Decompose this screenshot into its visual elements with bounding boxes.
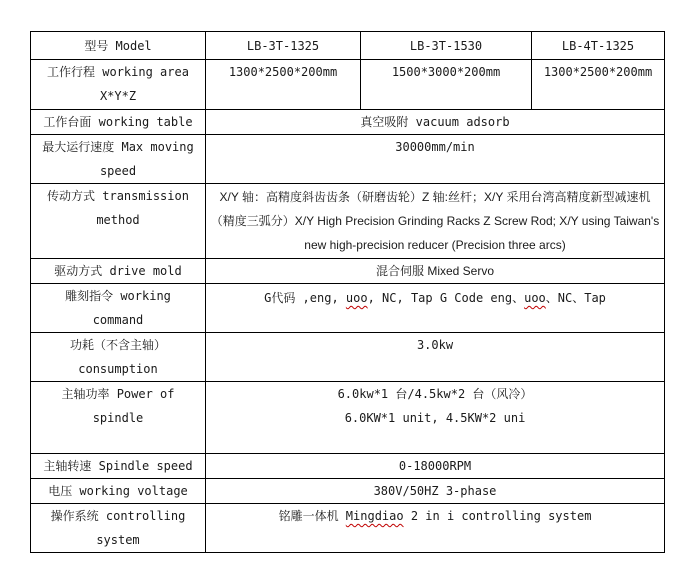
row-spindle-power (31, 382, 665, 454)
cell-drive-mold-label: 驱动方式 drive mold (31, 259, 206, 284)
cell-max-speed-value: 30000mm/min (206, 135, 665, 184)
cell-carving-command-label: 雕刻指令 working command (31, 284, 206, 333)
row-model (31, 32, 665, 60)
row-working-area (31, 60, 665, 110)
row-max-speed (31, 135, 665, 184)
spec-table (30, 31, 665, 553)
cell-model-3: LB-4T-1325 (532, 32, 665, 60)
carving-command-uoo-1: uoo (345, 291, 368, 305)
cell-working-table-label: 工作台面 working table (31, 110, 206, 135)
row-power-consumption (31, 333, 665, 382)
cell-working-table-value: 真空吸附 vacuum adsorb (206, 110, 665, 135)
cell-voltage-label: 电压 working voltage (31, 479, 206, 504)
control-system-brand: Mingdiao (345, 509, 404, 523)
spindle-power-line-1: 6.0kw*1 台/4.5kw*2 台（风冷） (337, 387, 533, 401)
cell-drive-mold-value: 混合伺服 Mixed Servo (206, 259, 665, 284)
carving-command-prefix: G代码 ,eng, (264, 291, 346, 305)
row-spindle-speed (31, 454, 665, 479)
cell-spindle-power-label: 主轴功率 Power of spindle (31, 382, 206, 454)
cell-model-2: LB-3T-1530 (361, 32, 532, 60)
row-voltage (31, 479, 665, 504)
cell-working-area-3: 1300*2500*200mm (532, 60, 665, 110)
spindle-power-line-2: 6.0KW*1 unit, 4.5KW*2 uni (344, 411, 526, 425)
cell-power-consumption-label: 功耗（不含主轴）consumption (31, 333, 206, 382)
row-carving-command (31, 284, 665, 333)
cell-transmission-value: X/Y 轴：高精度斜齿齿条（研磨齿轮）Z 轴:丝杆；X/Y 采用台湾高精度新型减速机（精度三弧分）X/Y High Precision Grinding Racks Z Screw Rod; X/Y using Taiwan's new high-precision reducer (Precision three arcs) (206, 184, 665, 259)
cell-spindle-power-value (206, 382, 665, 454)
control-system-prefix: 铭雕一体机 (278, 509, 346, 523)
carving-command-mid: , NC, Tap G Code eng、 (367, 291, 525, 305)
cell-max-speed-label: 最大运行速度 Max moving speed (31, 135, 206, 184)
carving-command-uoo-2: uoo (524, 291, 546, 305)
cell-transmission-label: 传动方式 transmission method (31, 184, 206, 259)
row-transmission (31, 184, 665, 259)
cell-working-area-2: 1500*3000*200mm (361, 60, 532, 110)
carving-command-suffix: 、NC、Tap (545, 291, 606, 305)
cell-control-system-value (206, 504, 665, 553)
cell-working-area-1: 1300*2500*200mm (206, 60, 361, 110)
cell-spindle-speed-value: 0-18000RPM (206, 454, 665, 479)
cell-model-1: LB-3T-1325 (206, 32, 361, 60)
cell-spindle-speed-label: 主轴转速 Spindle speed (31, 454, 206, 479)
cell-model-label: 型号 Model (31, 32, 206, 60)
cell-working-area-label: 工作行程 working area X*Y*Z (31, 60, 206, 110)
row-working-table (31, 110, 665, 135)
row-drive-mold (31, 259, 665, 284)
cell-voltage-value: 380V/50HZ 3-phase (206, 479, 665, 504)
control-system-suffix: 2 in i controlling system (403, 509, 592, 523)
cell-power-consumption-value: 3.0kw (206, 333, 665, 382)
row-control-system (31, 504, 665, 553)
cell-carving-command-value (206, 284, 665, 333)
cell-control-system-label: 操作系统 controlling system (31, 504, 206, 553)
